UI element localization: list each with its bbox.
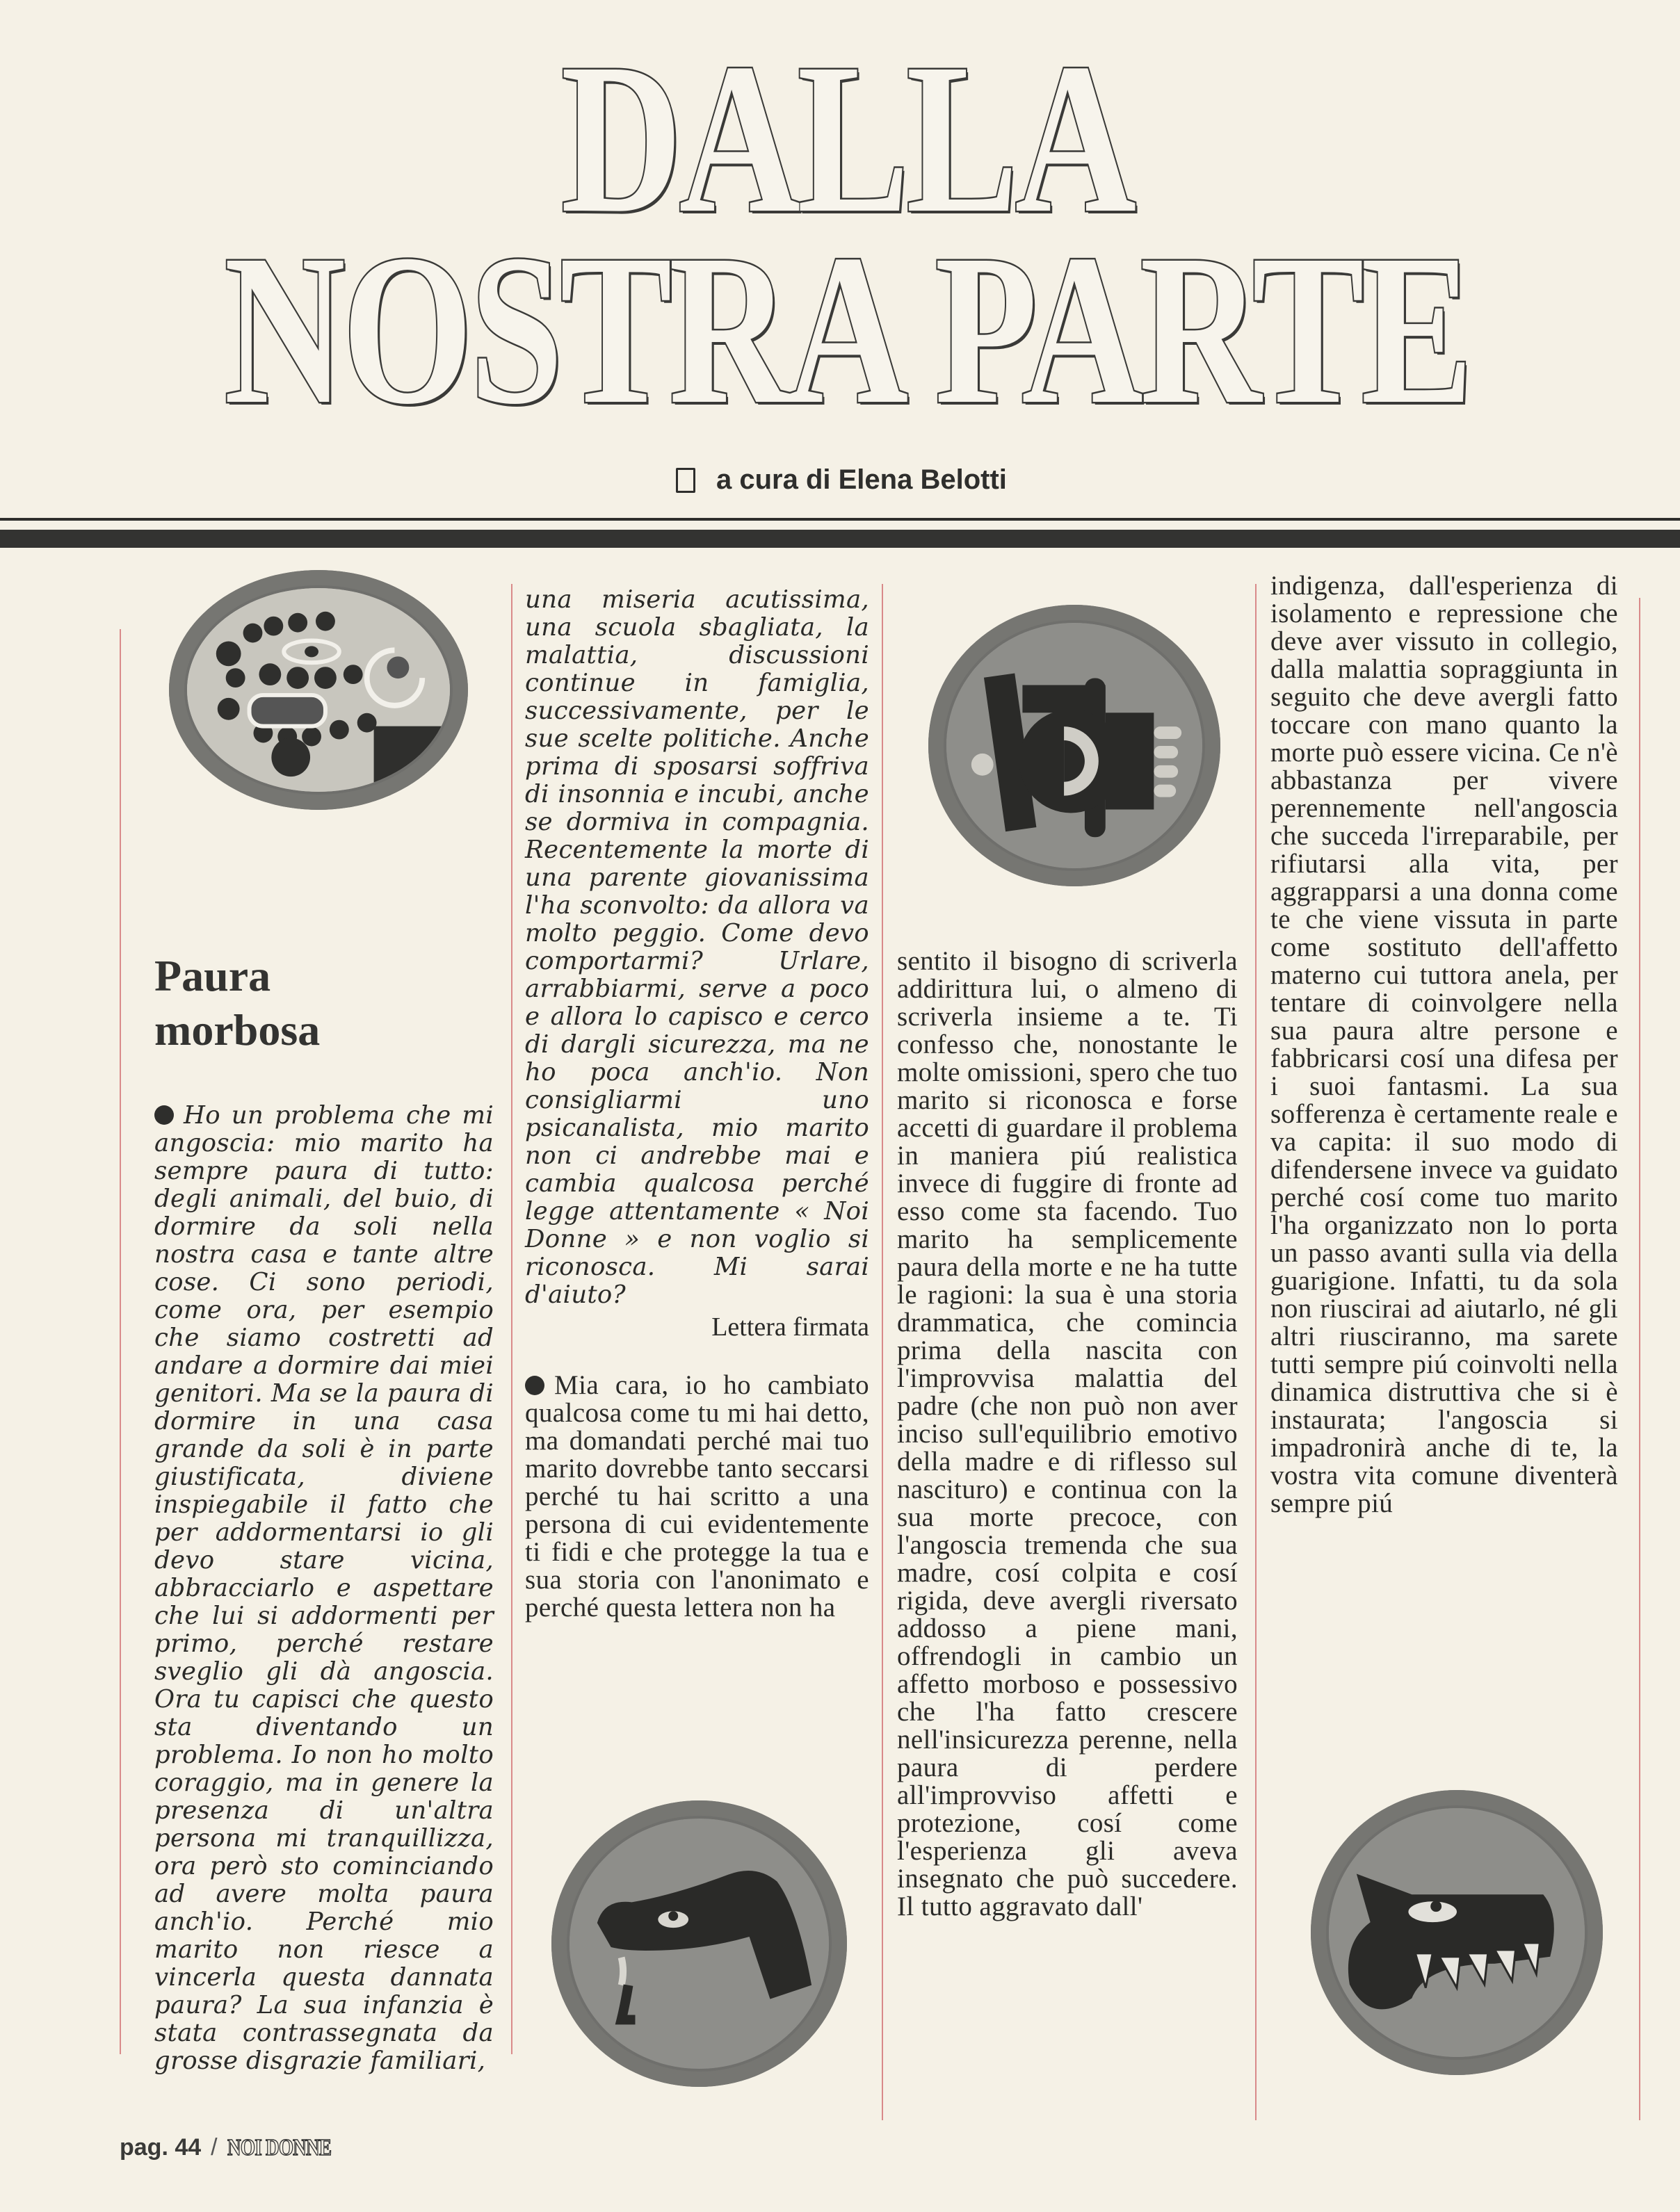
article-headline	[154, 949, 320, 1057]
aztec-beast-teeth-medallion-icon	[1311, 1790, 1603, 2075]
magazine-name: NOI DONNE	[227, 2135, 331, 2161]
headline-line-1: Paura	[154, 951, 271, 1000]
reply-text-part-3: indigenza, dall'esperienza di isolamento e repressione che deve aver vissuto in collegio, dalla malattia sopraggiunta in seguito che deve avergli fatto toccare con mano quanto la morte può essere vicina. Ce n'è abbastanza per vivere perennemente nell'angoscia che succeda l'irreparabile, per rifiutarsi alla vita, per aggrapparsi a una donna come te che viene vissuta in parte come sostituto dell'affetto materno cui tuttora anela, per tentare di coinvolgere nella sua paura altre persone e fabbricarsi cosí una difesa per i suoi fantasmi. La sua sofferenza è certamente reale e va capita: il suo modo di difendersene invece va guidato perché cosí come tuo marito l'ha organizzato non lo porta un passo avanti sulla via della guarigione. Infatti, tu da sola non riuscirai ad aiutarlo, né gli altri riusciranno, ma sarete tutti sempre piú coinvolti nella dinamica distruttiva che si è instaurata; l'angoscia si impadronirà anche di te, la vostra vita comune diventerà sempre piú	[1270, 571, 1618, 1518]
aztec-serpent-medallion-icon	[551, 1800, 847, 2087]
aztec-jaguar-medallion-icon	[169, 570, 468, 810]
aztec-hand-eye-medallion-icon	[928, 605, 1220, 886]
byline	[676, 464, 1007, 496]
reply-column-3	[897, 948, 1238, 1921]
byline-text: a cura di Elena Belotti	[716, 464, 1007, 495]
square-outline-icon	[676, 468, 695, 493]
header-rule-thin	[0, 518, 1680, 521]
column-rule	[511, 584, 512, 2054]
section-title-line-2: NOSTRA PARTE	[224, 211, 1470, 449]
letter-signature: Lettera firmata	[711, 1312, 869, 1342]
letter-column-2	[525, 586, 869, 1622]
column-rule	[1639, 598, 1640, 2120]
column-rule	[882, 584, 883, 2120]
column-rule	[1255, 584, 1257, 2120]
column-rule	[120, 629, 121, 2054]
bullet-icon	[525, 1376, 544, 1395]
letter-text-part-2: una miseria acutissima, una scuola sbagliata, la malattia, discussioni continue in famiglia, successivamente, per le sue scelte politiche. Anche prima di sposarsi soffriva di insonnia e incubi, anche se dormiva in compagnia. Recentemente la morte di una parente giovanissima l'ha sconvolto: da allora va molto peggio. Come devo comportarmi? Urlare, arrabbiarmi, serve a poco e allora lo capisco e cerco di dargli sicurezza, ma ne ho poca anch'io. Non consigliarmi uno psicanalista, mio marito non ci andrebbe mai e cambia qualcosa perché legge attentamente « Noi Donne » e non voglio si riconosca. Mi sarai d'aiuto?	[525, 585, 869, 1309]
reply-column-4	[1270, 572, 1618, 1518]
bullet-icon	[154, 1105, 174, 1125]
footer-separator: /	[211, 2134, 218, 2161]
reply-text-part-2: sentito il bisogno di scriverla addirittura lui, o almeno di scriverla insieme a te. Ti confesso che, nonostante le molte omissioni, spero che tuo marito si riconosca e forse accetti di guardare il problema in maniera piú realistica invece di fuggire di fronte ad esso come sta facendo. Tuo marito ha semplicemente paura della morte e ne ha tutte le ragioni: la sua è una storia drammatica, che comincia prima della nascita con l'improvvisa malattia del padre (che non può non aver inciso sull'equilibrio emotivo della madre e di riflesso sul nascituro) e continua con la sua morte precoce, con l'angoscia tremenda che sua madre, cosí colpita e cosí rigida, deve avergli riversato addosso a piene mani, offrendogli in cambio un affetto morboso e possessivo che l'ha fatto crescere nell'insicurezza perenne, nella paura di perdere all'improvviso affetti e protezione, cosí come l'esperienza gli aveva insegnato che può succedere. Il tutto aggravato dall'	[897, 946, 1238, 1921]
letter-text-part-1: Ho un problema che mi angoscia: mio marito ha sempre paura di tutto: degli animali, del buio, di dormire da soli nella nostra casa e tante altre cose. Ci sono periodi, come ora, per esempio che siamo costretti ad andare a dormire dai miei genitori. Ma se la paura di dormire in una casa grande da soli è in parte giustificata, diviene inspiegabile il fatto che per addormentarsi io gli devo stare vicina, abbracciarlo e aspettare che lui si addormenti per primo, perché restare sveglio gli dà angoscia. Ora tu capisci che questo sta diventando un problema. Io non ho molto coraggio, ma in genere la presenza di un'altra persona mi tranquillizza, ora però sto cominciando ad avere molta paura anch'io. Perché mio marito non riesce a vincerla questa dannata paura? La sua infanzia è stata contrassegnata da grosse disgrazie familiari,	[154, 1101, 494, 2075]
reply-text-part-1: Mia cara, io ho cambiato qualcosa come tu mi hai detto, ma domandati perché mai tuo marito dovrebbe tanto seccarsi perché tu hai scritto a una persona di cui evidentemente ti fidi e che protegge la tua e sua storia con l'anonimato e perché questa lettera non ha	[525, 1370, 869, 1623]
page-footer	[120, 2134, 357, 2161]
letter-column-1	[154, 1102, 494, 2075]
section-title-line-1: DALLA	[560, 19, 1133, 258]
headline-line-2: morbosa	[154, 1005, 321, 1055]
page-number: pag. 44	[120, 2134, 202, 2161]
header-rule-thick	[0, 530, 1680, 548]
